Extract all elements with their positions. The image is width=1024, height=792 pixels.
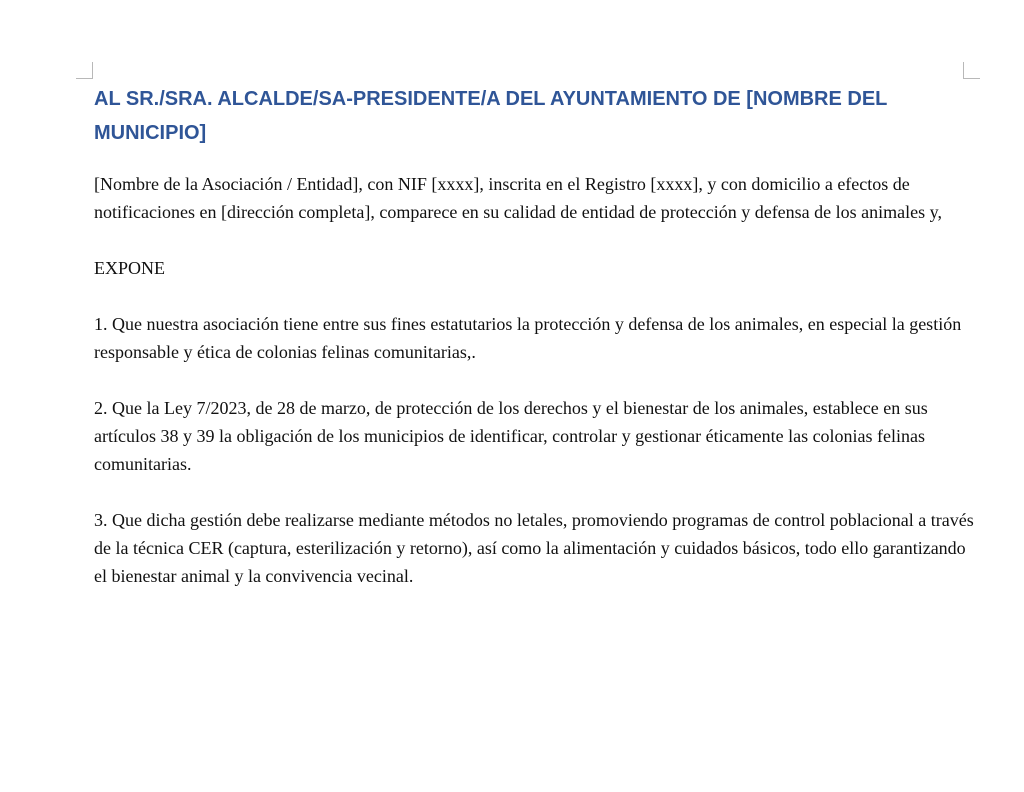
margin-marker-top-left (76, 62, 93, 79)
point-2-paragraph[interactable]: 2. Que la Ley 7/2023, de 28 de marzo, de protección de los derechos y el bienestar de los animales, establece en sus artículos 38 y 39 la obligación de los municipios de identificar, controlar y gestionar éticamente las colonias felinas comunitarias. (94, 398, 928, 474)
margin-marker-top-right (963, 62, 980, 79)
section-heading-expone[interactable]: EXPONE (94, 258, 165, 278)
point-3-paragraph[interactable]: 3. Que dicha gestión debe realizarse mediante métodos no letales, promoviendo programas de control poblacional a través de la técnica CER (captura, esterilización y retorno), así como la alimentación y cuidados básicos, todo ello garantizando el bienestar animal y la convivencia vecinal. (94, 510, 974, 586)
intro-paragraph[interactable]: [Nombre de la Asociación / Entidad], con NIF [xxxx], inscrita en el Registro [xxxx], y con domicilio a efectos de notificaciones en [dirección completa], comparece en su calidad de entidad de protección y defensa de los animales y, (94, 174, 942, 222)
point-1-paragraph[interactable]: 1. Que nuestra asociación tiene entre sus fines estatutarios la protección y defensa de los animales, en especial la gestión responsable y ética de colonias felinas comunitarias,. (94, 314, 962, 362)
document-title[interactable]: AL SR./SRA. ALCALDE/SA-PRESIDENTE/A DEL AYUNTAMIENTO DE [NOMBRE DEL MUNICIPIO] (94, 88, 888, 144)
document-body[interactable] (94, 82, 974, 590)
